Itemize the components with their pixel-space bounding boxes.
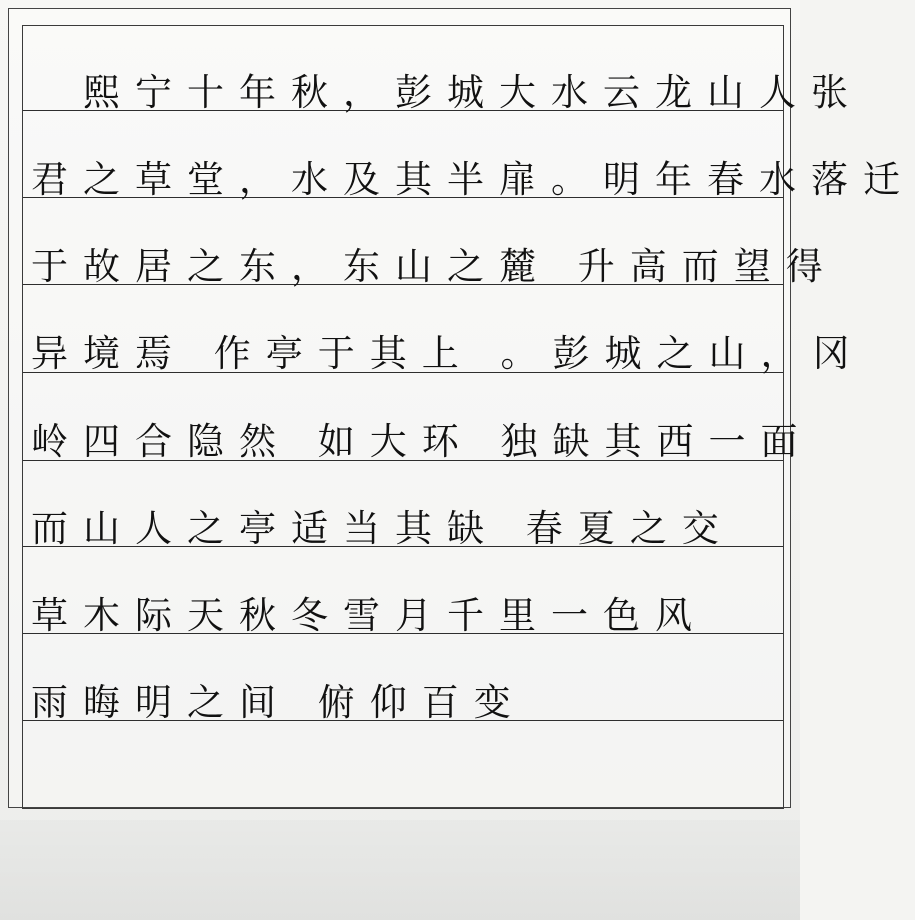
handwritten-line-8: 雨晦明之间 俯仰百变 [31,681,526,724]
handwritten-line-5: 岭四合隐然 如大环 独缺其西一面 [31,420,813,463]
handwritten-line-4: 异境焉 作亭于其上 。彭城之山，冈 [31,332,865,375]
handwriting-sheet [8,8,915,808]
handwritten-line-1: 熙宁十年秋，彭城大水云龙山人张 [31,71,863,114]
handwritten-line-6: 而山人之亭适当其缺 春夏之交 [31,507,734,550]
page-lower-area [0,820,800,920]
handwritten-line-3: 于故居之东，东山之麓 升高而望得 [31,245,838,288]
handwritten-line-7: 草木际天秋冬雪月千里一色风 [31,594,707,637]
handwritten-line-2: 君之草堂，水及其半扉。明年春水落迁 [31,158,915,201]
ruled-writing-area [22,25,915,809]
